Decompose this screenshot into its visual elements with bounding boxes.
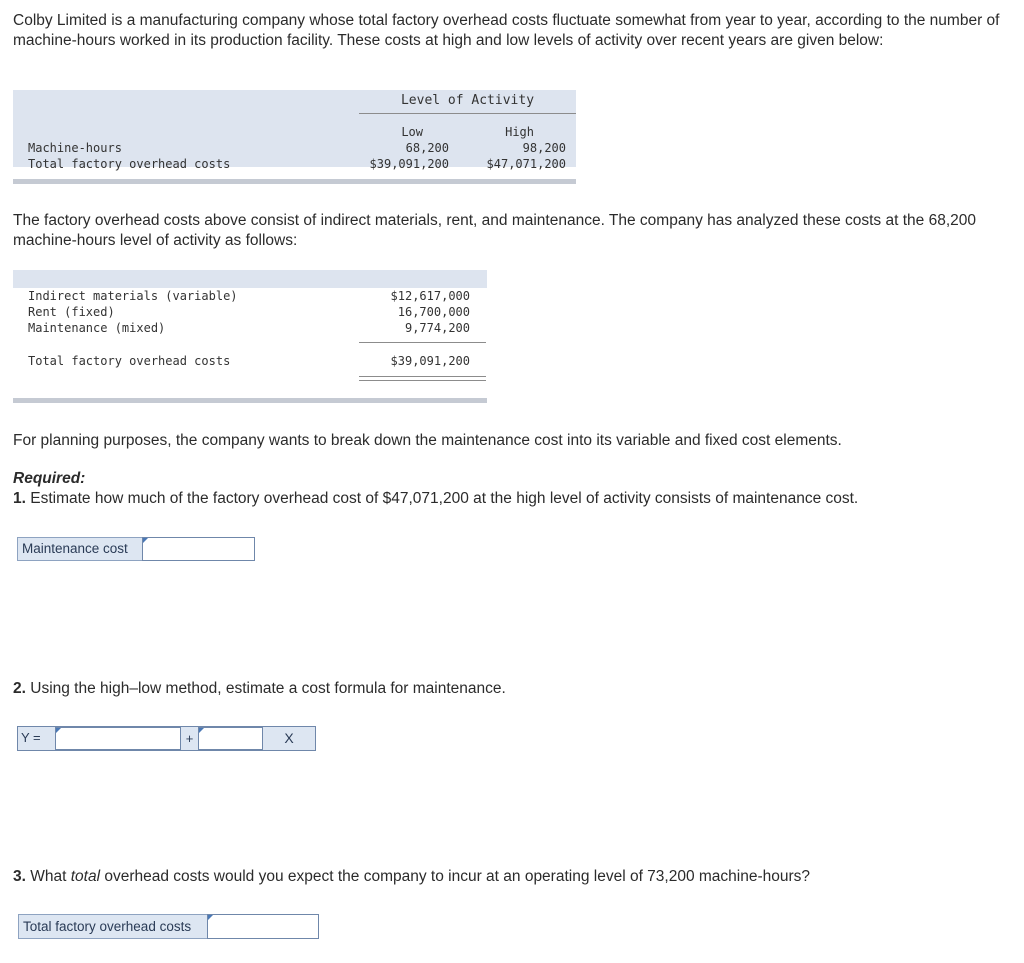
variable-rate-input[interactable] [198,727,263,750]
input-marker-icon [56,728,61,733]
q3-text-before: What [30,868,71,885]
value-maintenance: 9,774,200 [404,321,470,335]
q1-text: Estimate how much of the factory overhead cost of $47,071,200 at the high level of activity consists of maintenance cost. [30,490,859,507]
q3-text-italic: total [70,868,101,885]
input-marker-icon [199,728,204,733]
plus-sign: + [181,727,198,750]
value-total: $39,091,200 [390,354,470,368]
header-underline [359,113,576,114]
row-label-rent: Rent (fixed) [28,305,115,319]
activity-table [13,90,576,186]
x-label: X [263,727,315,750]
question-3 [13,868,810,886]
row-label-total: Total factory overhead costs [28,354,231,368]
activity-level-header: Level of Activity [400,93,535,108]
input-marker-icon [143,538,148,543]
maintenance-cost-input[interactable] [142,537,255,561]
value-rent: 16,700,000 [397,305,470,319]
input-marker-icon [208,915,213,920]
row-label-indirect-materials: Indirect materials (variable) [28,289,238,303]
q3-number: 3. [13,868,26,885]
q3-text-after: overhead costs would you expect the company to incur at an operating level of 73,200 machine-hours? [100,868,811,885]
row-label-maintenance: Maintenance (mixed) [28,321,166,335]
table-bottom-rule [13,179,576,184]
q2-text: Using the high–low method, estimate a cost formula for maintenance. [30,680,506,697]
value-indirect-materials: $12,617,000 [390,289,470,303]
subtotal-rule [359,342,486,343]
high-total-overhead: $47,071,200 [486,157,566,171]
high-machine-hours: 98,200 [522,141,566,155]
table2-header-band [13,270,487,288]
intro-text: Colby Limited is a manufacturing company whose total factory overhead costs fluctuate somewhat from year to year, according to the number of machine-hours worked in its production facility. These costs at high and low levels of activity over recent years are given below: [13,12,1000,49]
double-rule-top [359,376,486,377]
double-rule-bottom [359,380,486,381]
low-machine-hours: 68,200 [405,141,449,155]
maintenance-cost-label: Maintenance cost [17,537,143,561]
required-heading: Required: [13,470,86,487]
question-1 [13,490,858,508]
fixed-cost-input[interactable] [55,727,181,750]
row-label-machine-hours: Machine-hours [28,141,122,155]
q2-number: 2. [13,680,26,697]
total-overhead-input[interactable] [207,914,319,939]
col-high-header: High [505,125,534,139]
planning-text: For planning purposes, the company wants to break down the maintenance cost into its variable and fixed cost elements. [13,432,842,449]
question-2 [13,680,506,698]
y-equals-label: Y = [18,727,55,750]
low-total-overhead: $39,091,200 [369,157,449,171]
cost-analysis-text: The factory overhead costs above consist of indirect materials, rent, and maintenance. The company has analyzed these costs at the 68,200 machine-hours level of activity as follows: [13,212,976,249]
cost-breakdown-table [13,270,487,405]
q1-number: 1. [13,490,26,507]
row-label-total-overhead: Total factory overhead costs [28,157,231,171]
table2-bottom-rule [13,398,487,403]
total-overhead-label: Total factory overhead costs [18,914,209,939]
col-low-header: Low [401,125,423,139]
cost-formula-row [17,726,316,751]
